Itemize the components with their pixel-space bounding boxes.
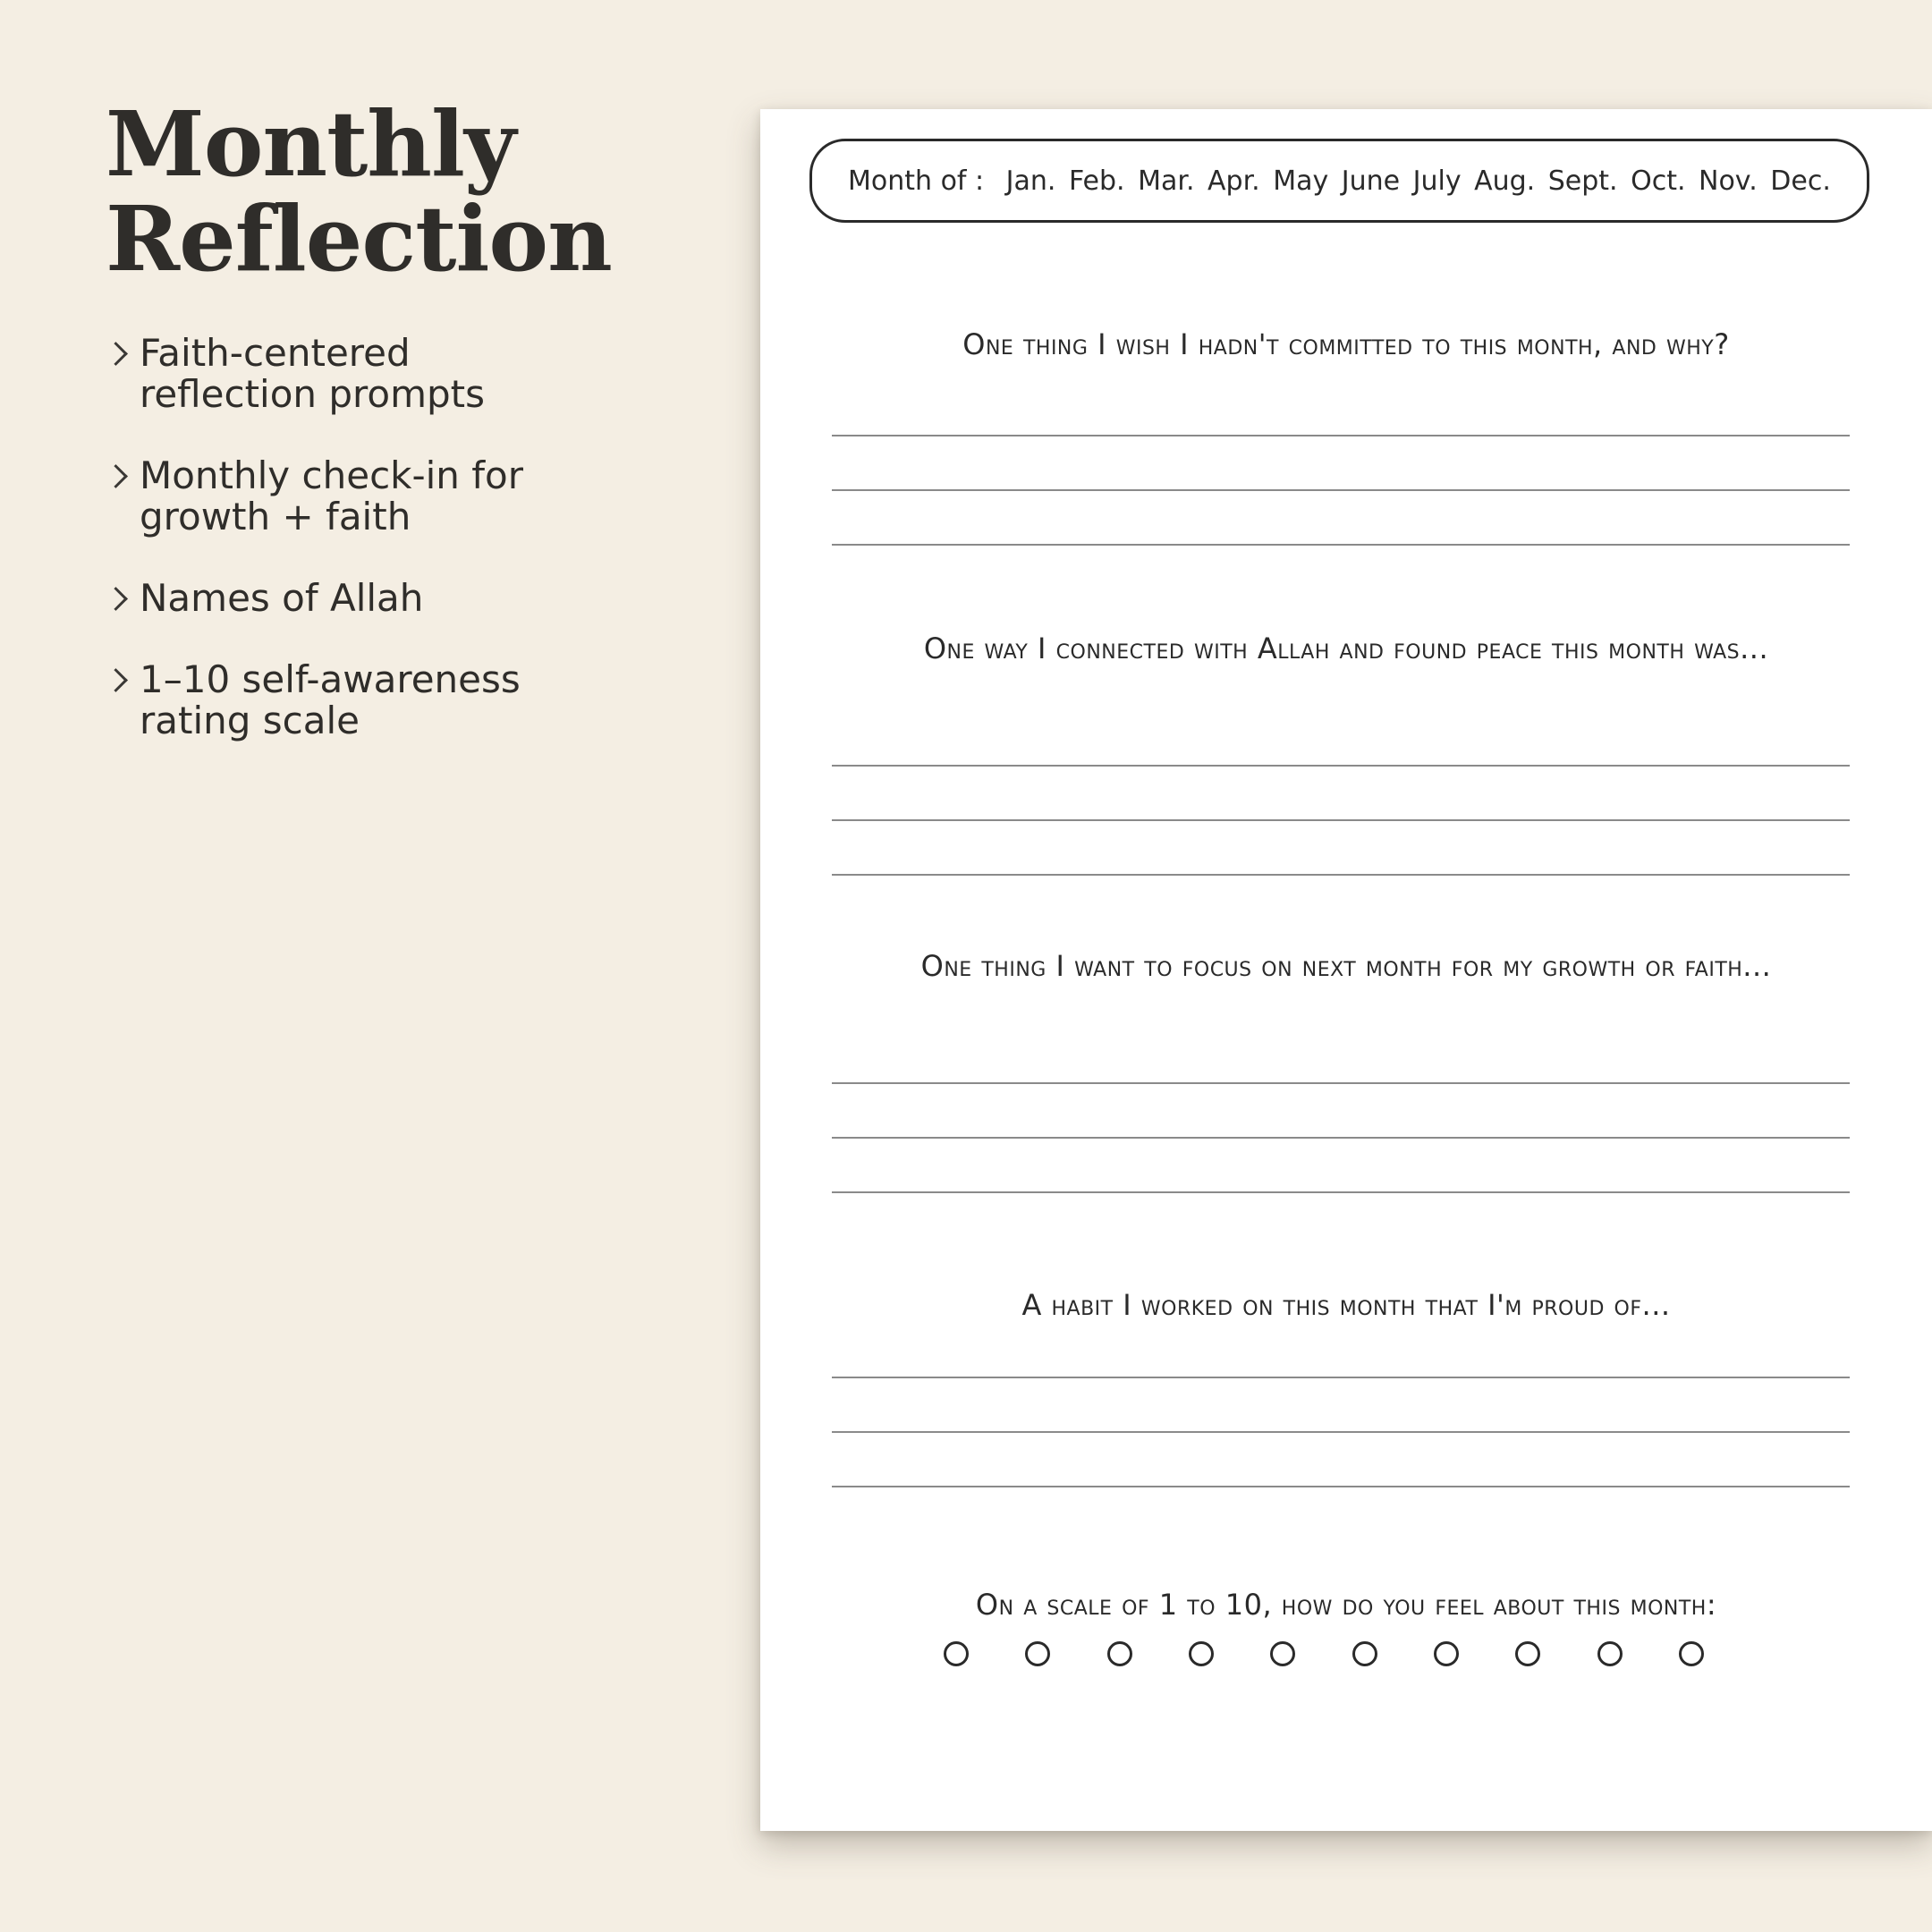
feature-item: [106, 659, 606, 741]
prompt-connected-with-allah: One way I connected with Allah and found peace this month was...: [923, 631, 1769, 665]
rating-circle-5[interactable]: [1270, 1641, 1295, 1666]
feature-label: Faith-centered reflection prompts: [140, 331, 485, 416]
feature-label: 1–10 self-awareness rating scale: [140, 657, 521, 742]
month-option-oct[interactable]: Oct.: [1631, 165, 1686, 197]
rating-circle-3[interactable]: [1107, 1641, 1132, 1666]
worksheet-page: [760, 109, 1932, 1831]
rating-circle-4[interactable]: [1189, 1641, 1214, 1666]
chevron-right-icon: [104, 342, 128, 366]
writing-line[interactable]: [832, 1431, 1850, 1433]
feature-label: Monthly check-in for growth + faith: [140, 453, 524, 538]
rating-circle-10[interactable]: [1679, 1641, 1704, 1666]
month-option-dec[interactable]: Dec.: [1770, 165, 1831, 197]
writing-line[interactable]: [832, 489, 1850, 491]
month-option-jan[interactable]: Jan.: [1005, 165, 1056, 197]
writing-line[interactable]: [832, 765, 1850, 767]
feature-label: Names of Allah: [140, 576, 424, 620]
rating-circle-1[interactable]: [944, 1641, 969, 1666]
writing-line[interactable]: [832, 435, 1850, 436]
month-option-may[interactable]: May: [1273, 165, 1329, 197]
writing-line[interactable]: [832, 1486, 1850, 1487]
feature-item: [106, 333, 606, 415]
prompt-focus-next-month: One thing I want to focus on next month for my growth or faith...: [920, 949, 1772, 983]
rating-circle-9[interactable]: [1597, 1641, 1623, 1666]
month-selector: [809, 139, 1869, 223]
feature-item: [106, 455, 606, 538]
writing-line[interactable]: [832, 1191, 1850, 1193]
month-option-nov[interactable]: Nov.: [1699, 165, 1758, 197]
chevron-right-icon: [104, 464, 128, 488]
rating-circle-2[interactable]: [1025, 1641, 1050, 1666]
writing-line[interactable]: [832, 1082, 1850, 1084]
month-option-apr[interactable]: Apr.: [1208, 165, 1260, 197]
rating-circle-8[interactable]: [1515, 1641, 1540, 1666]
prompt-habit-proud-of: A habit I worked on this month that I'm proud of...: [1021, 1288, 1671, 1322]
scale-prompt: On a scale of 1 to 10, how do you feel about this month:: [975, 1588, 1717, 1622]
month-option-sept[interactable]: Sept.: [1547, 165, 1618, 197]
feature-item: [106, 578, 606, 619]
page-title: [106, 91, 612, 292]
writing-line[interactable]: [832, 1137, 1850, 1139]
title-line-2: Reflection: [106, 186, 612, 292]
writing-line[interactable]: [832, 1377, 1850, 1378]
writing-line[interactable]: [832, 874, 1850, 876]
rating-circle-7[interactable]: [1434, 1641, 1459, 1666]
writing-line[interactable]: [832, 819, 1850, 821]
feature-list: [106, 333, 606, 782]
chevron-right-icon: [104, 668, 128, 692]
rating-circle-6[interactable]: [1352, 1641, 1377, 1666]
writing-line[interactable]: [832, 544, 1850, 546]
chevron-right-icon: [104, 587, 128, 611]
month-option-june[interactable]: June: [1341, 165, 1401, 197]
month-option-feb[interactable]: Feb.: [1068, 165, 1125, 197]
title-line-1: Monthly: [106, 91, 516, 197]
month-option-mar[interactable]: Mar.: [1138, 165, 1195, 197]
prompt-wish-not-committed: One thing I wish I hadn't committed to this month, and why?: [962, 327, 1730, 361]
month-option-aug[interactable]: Aug.: [1474, 165, 1536, 197]
rating-scale: [944, 1641, 1704, 1666]
month-option-july[interactable]: July: [1412, 165, 1462, 197]
month-label: Month of :: [848, 165, 985, 197]
